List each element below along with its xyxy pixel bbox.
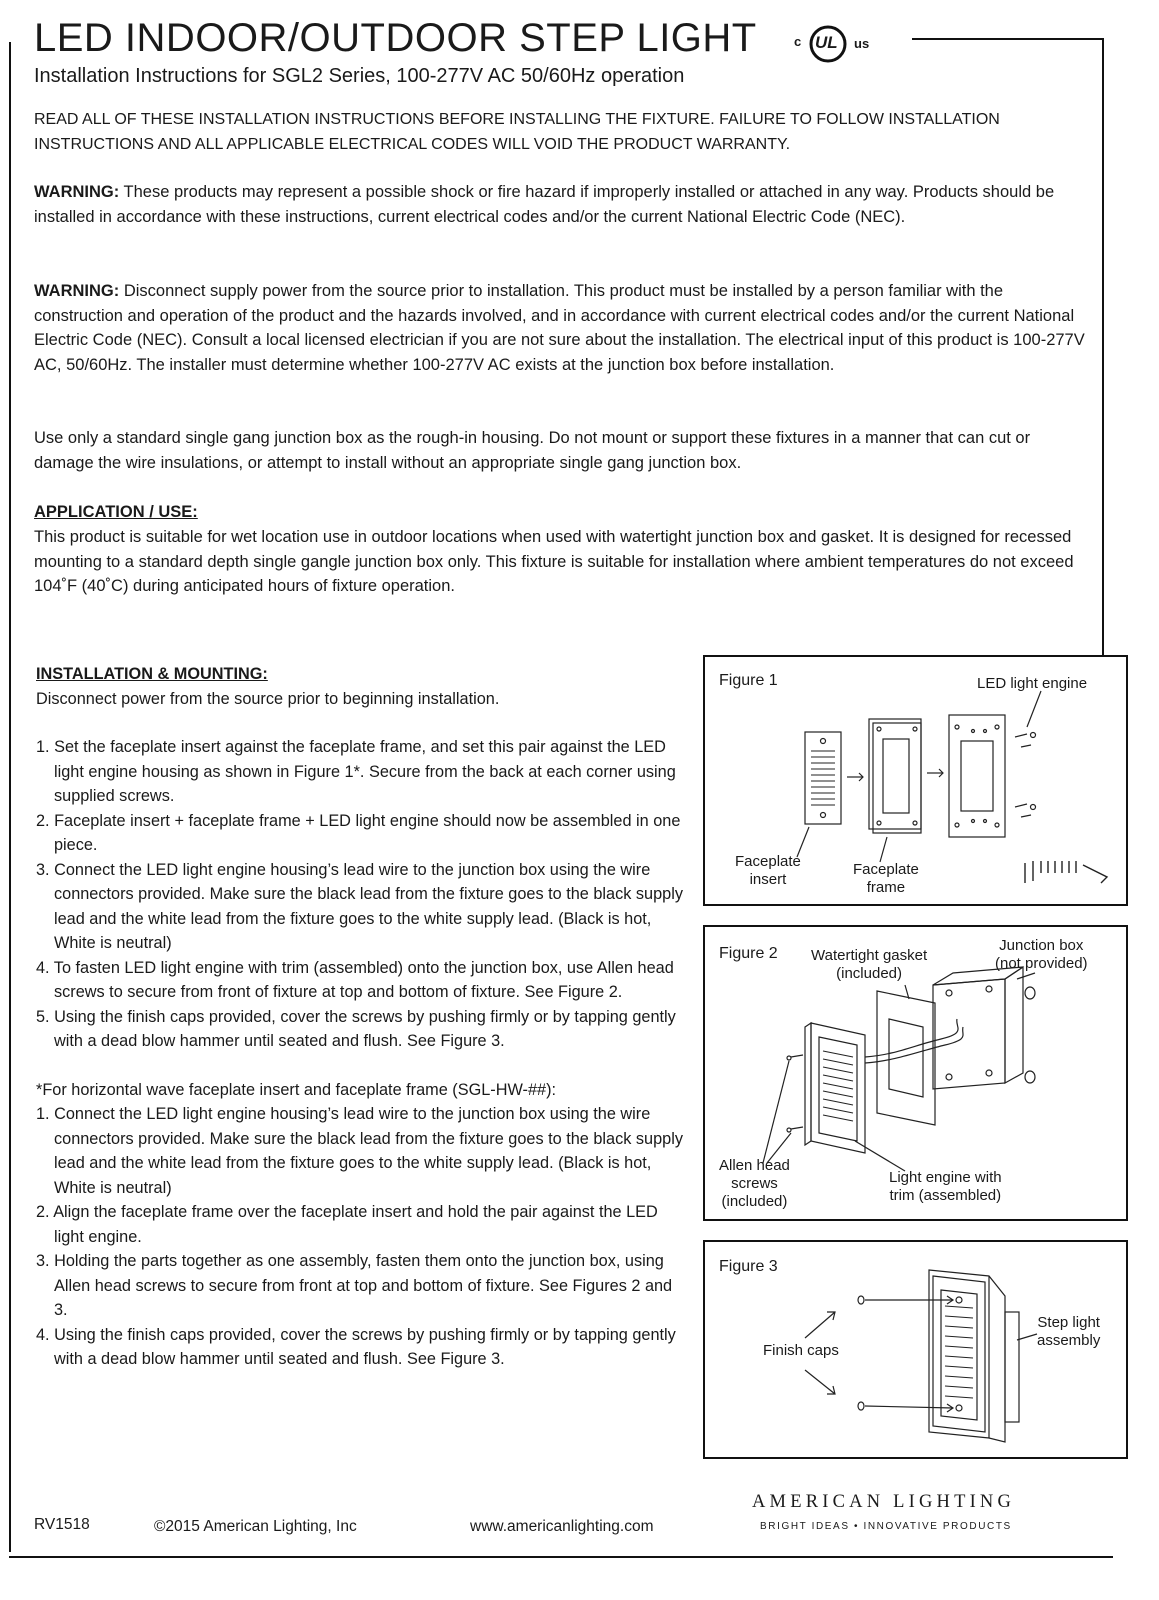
wave-step: 1. Connect the LED light engine housing’s lead wire to the junction box using the wire connectors provided. Make sure the black lead from the fixture goes to the black supply lead and the white lead from the fixture goes to the white supply lead. (Black is hot, White is neutral): [36, 1105, 683, 1197]
step-light-callout: Step light assembly: [1037, 1314, 1101, 1349]
brand-logo-text: AMERICAN LIGHTING: [752, 1492, 1016, 1512]
gasket-callout: Watertight gasket (included): [811, 947, 928, 982]
page-border-left: [9, 42, 11, 1552]
installation-steps: [36, 735, 686, 1054]
finish-caps-callout: Finish caps: [763, 1342, 839, 1359]
wave-step: 3. Holding the parts together as one assembly, fasten them onto the junction box, using Allen head screws to secure from front at top and bottom of fixture. See Figures 2 and 3.: [36, 1252, 673, 1319]
cert-c: c: [794, 34, 802, 49]
website-link[interactable]: www.americanlighting.com: [470, 1518, 654, 1535]
install-step: 3. Connect the LED light engine housing’s lead wire to the junction box using the wire connectors provided. Make sure the black lead from the fixture goes to the black supply lead and the white lead from the fixture goes to the white supply lead. (Black is hot, White is neutral): [36, 860, 683, 952]
page-title: LED INDOOR/OUTDOOR STEP LIGHT: [34, 16, 757, 60]
installation-heading: INSTALLATION & MOUNTING:: [36, 665, 268, 683]
installation-intro: Disconnect power from the source prior to beginning installation.: [36, 689, 500, 708]
page-subtitle: Installation Instructions for SGL2 Series, 100-277V AC 50/60Hz operation: [34, 65, 685, 87]
warning-2-label: WARNING:: [34, 282, 120, 300]
warning-2: [34, 279, 1094, 377]
revision-code: RV1518: [34, 1516, 90, 1533]
figure-1: [703, 655, 1128, 906]
wave-step: 2. Align the faceplate frame over the faceplate insert and hold the pair against the LED light engine.: [36, 1203, 658, 1246]
figure-3-label: Figure 3: [719, 1258, 778, 1275]
warning-1-text: These products may represent a possible shock or fire hazard if improperly installed or attached in any way. Products should be installed in accordance with these instructions, current electrical codes and/or the current National Electric Code (NEC).: [34, 183, 1055, 226]
figure-2-label: Figure 2: [719, 945, 778, 962]
figure-2: [703, 925, 1128, 1221]
warning-1: [34, 180, 1094, 229]
copyright: ©2015 American Lighting, Inc: [154, 1518, 357, 1535]
junction-box-note: Use only a standard single gang junction box as the rough-in housing. Do not mount or support these fixtures in a manner that can cut or damage the wire insulations, or attempt to install without an appropriate single gang junction box.: [34, 429, 1031, 472]
figure-3: [703, 1240, 1128, 1459]
read-notice: READ ALL OF THESE INSTALLATION INSTRUCTIONS BEFORE INSTALLING THE FIXTURE. FAILURE TO FOLLOW INSTALLATION INSTRUCTIONS AND ALL APPLICABLE ELECTRICAL CODES WILL VOID THE PRODUCT WARRANTY.: [34, 111, 1000, 153]
figure-3-illustration: [705, 1242, 1126, 1457]
faceplate-insert-callout: Faceplate insert: [735, 853, 801, 888]
application-heading: APPLICATION / USE:: [34, 503, 198, 521]
allen-screws-callout: Allen head screws (included): [719, 1157, 790, 1210]
led-engine-callout: LED light engine: [977, 675, 1088, 692]
ul-listed-mark: [790, 24, 886, 64]
junction-box-callout: Junction box (not provided): [995, 937, 1088, 972]
installation-section: [36, 662, 686, 1372]
cert-us: us: [854, 36, 870, 51]
faceplate-frame-callout: Faceplate frame: [853, 861, 919, 896]
brand-tagline: BRIGHT IDEAS • INNOVATIVE PRODUCTS: [760, 1521, 1012, 1532]
figure-1-label: Figure 1: [719, 672, 778, 689]
page-border-bottom: [9, 1556, 1113, 1558]
wave-step: 4. Using the finish caps provided, cover the screws by pushing firmly or by tapping gently with a dead blow hammer until seated and flush. See Figure 3.: [36, 1325, 676, 1368]
install-step: 1. Set the faceplate insert against the faceplate frame, and set this pair against the LED light engine housing as shown in Figure 1*. Secure from the back at each corner using supplied screws.: [36, 738, 676, 805]
cert-ul: UL: [815, 33, 838, 52]
warning-1-label: WARNING:: [34, 183, 120, 201]
light-engine-callout: Light engine with trim (assembled): [889, 1169, 1002, 1204]
wave-steps: [36, 1102, 686, 1372]
warning-2-text: Disconnect supply power from the source prior to installation. This product must be installed by a person familiar with the construction and operation of the product and the hazards involved, and in accordance with current electrical codes and/or the current National Electric Code (NEC). Consult a local licensed electrician if you are not sure about the installation. The electrical input of this product is 100-277V AC, 50/60Hz. The installer must determine whether 100-277V AC exists at the junction box before installation.: [34, 282, 1085, 374]
install-step: 4. To fasten LED light engine with trim (assembled) onto the junction box, use Allen head screws to secure from front of fixture at top and bottom of fixture. See Figure 2.: [36, 958, 674, 1001]
wave-heading: *For horizontal wave faceplate insert and faceplate frame (SGL-HW-##):: [36, 1080, 557, 1099]
application-text: This product is suitable for wet location use in outdoor locations when used with watertight junction box and gasket. It is designed for recessed mounting to a standard depth single gangle junction box only. This fixture is suitable for installation where ambient temperatures do not exceed 104˚F (40˚C) during anticipated hours of fixture operation.: [34, 528, 1074, 595]
page-border-top-right: [912, 38, 1104, 40]
page-border-right: [1102, 38, 1104, 656]
install-step: 5. Using the finish caps provided, cover the screws by pushing firmly or by tapping gently with a dead blow hammer until seated and flush. See Figure 3.: [36, 1007, 676, 1050]
install-step: 2. Faceplate insert + faceplate frame + LED light engine should now be assembled in one piece.: [36, 811, 681, 854]
